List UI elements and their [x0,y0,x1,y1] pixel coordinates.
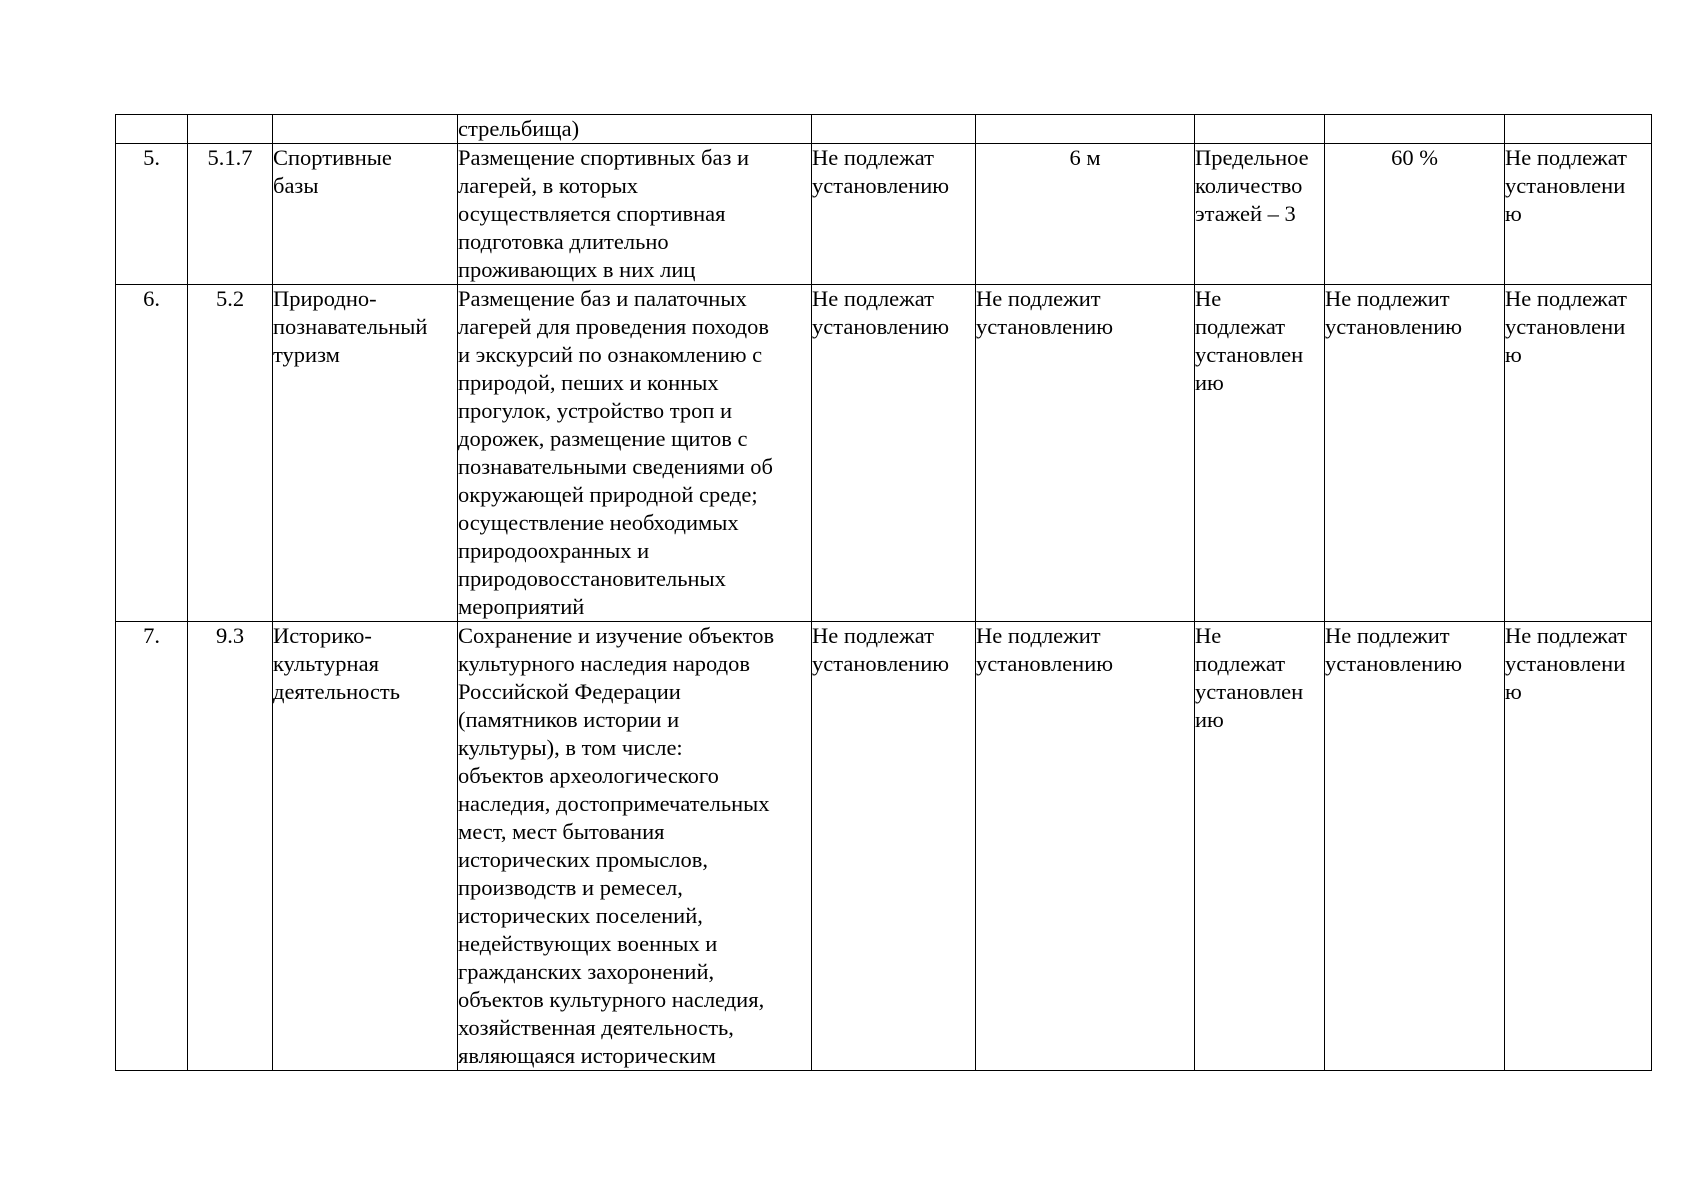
table-row [116,285,1652,622]
cell-name: Историко- культурная деятельность [273,622,458,1071]
cell-col8: 60 % [1325,144,1505,285]
cell-name: Природно- познавательный туризм [273,285,458,622]
cell-description: Сохранение и изучение объектов культурного наследия народов Российской Федерации (памятников истории и культуры), в том числе: объектов археологического наследия, достопримечательных мест, мест бытования исторических промыслов, производств и ремесел, исторических поселений, недействующих военных и гражданских захоронений, объектов культурного наследия, хозяйственная деятельность, являющаяся историческим [458,622,812,1071]
cell-col9: Не подлежат установлени ю [1505,285,1652,622]
cell-col5: Не подлежат установлению [812,622,976,1071]
cell-num: 6. [116,285,188,622]
cell-col6: Не подлежит установлению [976,285,1195,622]
cell-code: 5.2 [188,285,273,622]
cell-code: 9.3 [188,622,273,1071]
table-row [116,144,1652,285]
cell-col7: Не подлежат установлен ию [1195,622,1325,1071]
cell-col9 [1505,115,1652,144]
cell-col6: Не подлежит установлению [976,622,1195,1071]
table-row [116,622,1652,1071]
cell-code [188,115,273,144]
cell-col5: Не подлежат установлению [812,144,976,285]
cell-col5 [812,115,976,144]
cell-name [273,115,458,144]
cell-description: Размещение баз и палаточных лагерей для проведения походов и экскурсий по ознакомлению с природой, пеших и конных прогулок, устройство троп и дорожек, размещение щитов с познавательными сведениями об окружающей природной среде; осуществление необходимых природоохранных и природовосстановительных мероприятий [458,285,812,622]
cell-num: 7. [116,622,188,1071]
land-use-table [115,114,1652,1071]
cell-col7: Предельное количество этажей – 3 [1195,144,1325,285]
cell-code: 5.1.7 [188,144,273,285]
cell-col8: Не подлежит установлению [1325,622,1505,1071]
cell-description: Размещение спортивных баз и лагерей, в которых осуществляется спортивная подготовка длительно проживающих в них лиц [458,144,812,285]
cell-col6: 6 м [976,144,1195,285]
cell-col7: Не подлежат установлен ию [1195,285,1325,622]
cell-num [116,115,188,144]
cell-description: стрельбища) [458,115,812,144]
cell-col5: Не подлежат установлению [812,285,976,622]
cell-name: Спортивные базы [273,144,458,285]
cell-num: 5. [116,144,188,285]
cell-col9: Не подлежат установлени ю [1505,622,1652,1071]
cell-col9: Не подлежат установлени ю [1505,144,1652,285]
table-row-continuation [116,115,1652,144]
cell-col8: Не подлежит установлению [1325,285,1505,622]
cell-col6 [976,115,1195,144]
cell-col8 [1325,115,1505,144]
cell-col7 [1195,115,1325,144]
